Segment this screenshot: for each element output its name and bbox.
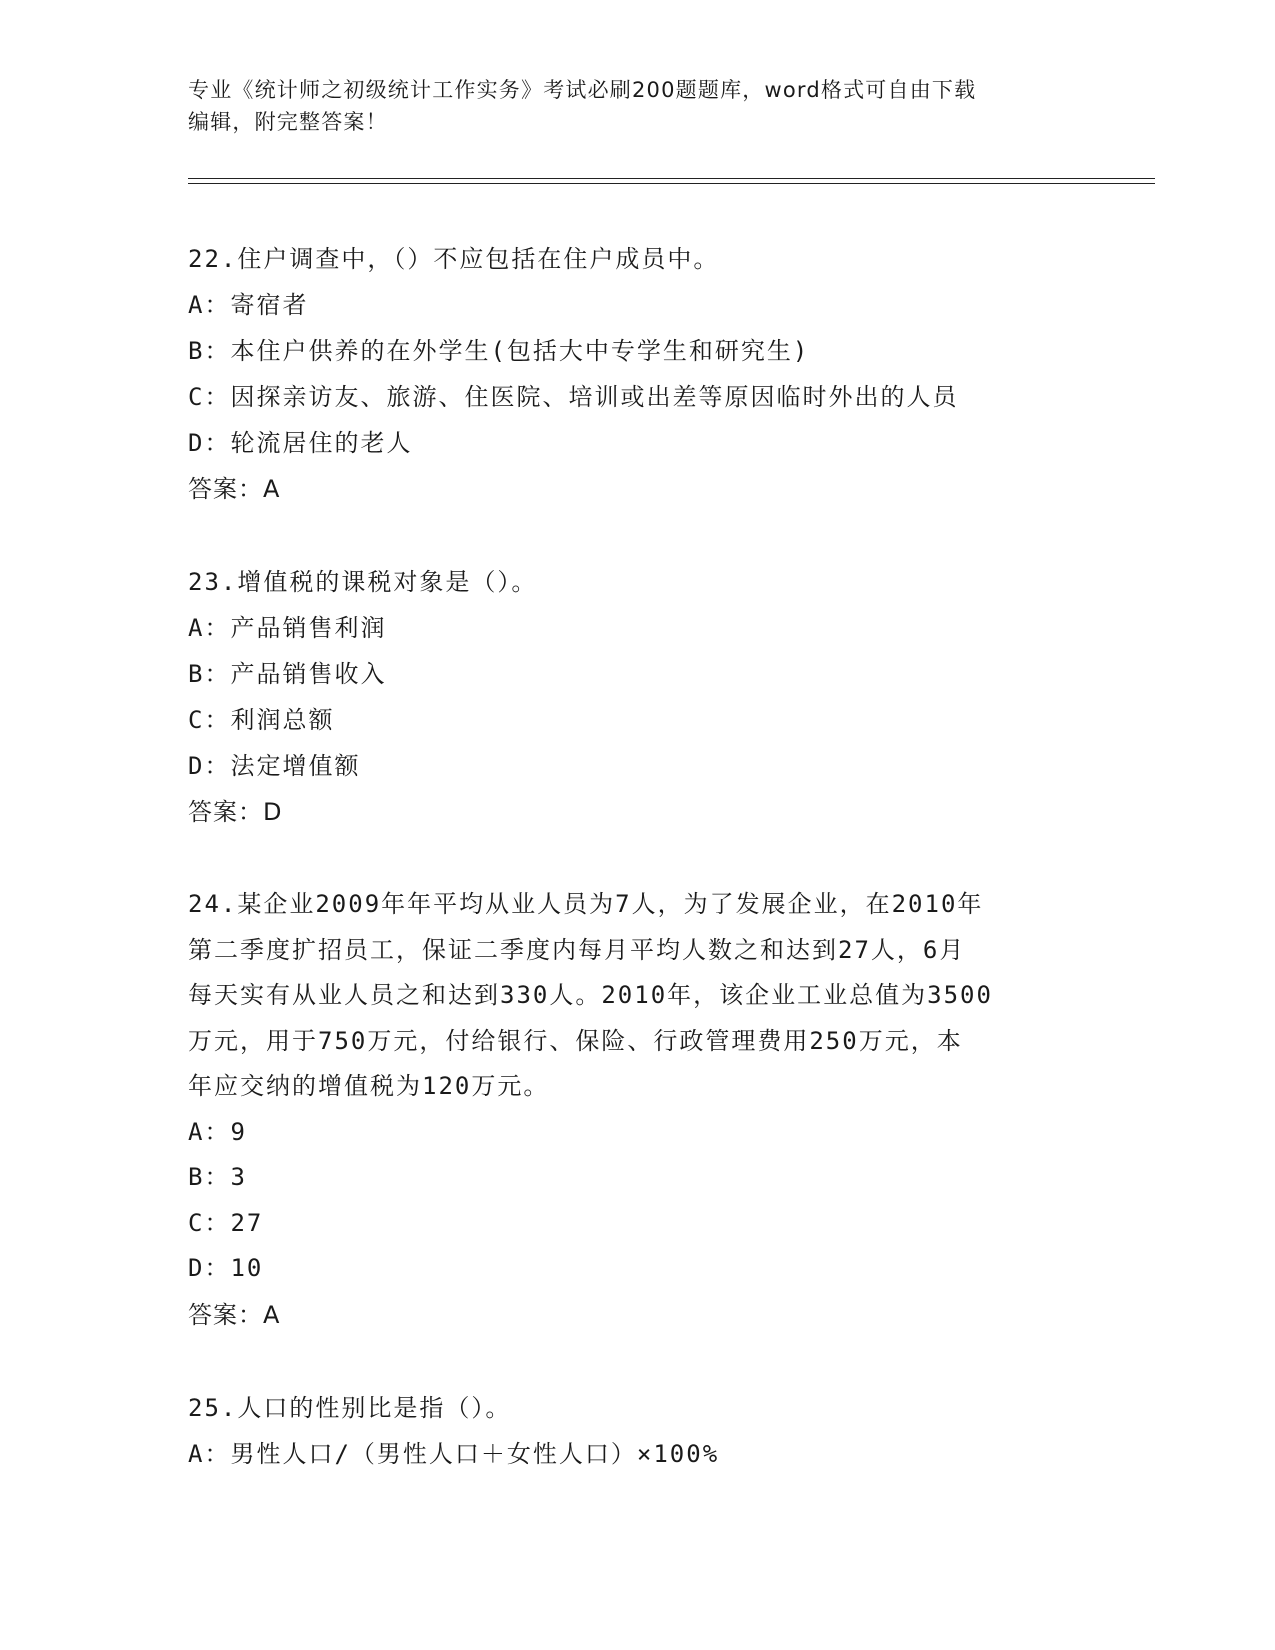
- answer-line: 答案：D: [188, 798, 283, 826]
- option-b: B：本住户供养的在外学生(包括大中专学生和研究生): [188, 337, 810, 365]
- option-a: A：男性人口/（男性人口＋女性人口）×100%: [188, 1439, 720, 1468]
- answer-line: 答案：A: [188, 1300, 281, 1329]
- question-stem: 25.人口的性别比是指（）。: [188, 1393, 512, 1422]
- option-b: B：3: [188, 1163, 247, 1191]
- option-d: D：法定增值额: [188, 752, 361, 780]
- question-list: [188, 236, 1078, 1524]
- question-22: [188, 236, 1078, 512]
- option-b: B：产品销售收入: [188, 660, 387, 688]
- question-25: [188, 1385, 1078, 1477]
- question-stem-line-5: 年应交纳的增值税为120万元。: [188, 1072, 550, 1100]
- option-d: D：10: [188, 1254, 264, 1282]
- answer-line: 答案：A: [188, 475, 281, 503]
- header-line-2: 编辑，附完整答案！: [188, 110, 388, 134]
- option-a: A：寄宿者: [188, 291, 309, 319]
- question-stem: 23.增值税的课税对象是（）。: [188, 568, 538, 596]
- question-stem-line-2: 第二季度扩招员工，保证二季度内每月平均人数之和达到27人，6月: [188, 935, 966, 964]
- option-c: C：因探亲访友、旅游、住医院、培训或出差等原因临时外出的人员: [188, 383, 959, 411]
- option-a: A：产品销售利润: [188, 614, 387, 642]
- question-23: [188, 559, 1078, 835]
- document-header: [188, 74, 1088, 138]
- option-c: C：27: [188, 1208, 264, 1237]
- question-stem-line-4: 万元，用于750万元，付给银行、保险、行政管理费用250万元，本: [188, 1026, 963, 1055]
- header-rule-top: [188, 178, 1155, 179]
- question-stem-line-3: 每天实有从业人员之和达到330人。2010年，该企业工业总值为3500: [188, 981, 993, 1009]
- header-line-1: 专业《统计师之初级统计工作实务》考试必刷200题题库，word格式可自由下载: [188, 78, 977, 102]
- question-stem: 22.住户调查中，（）不应包括在住户成员中。: [188, 245, 720, 273]
- option-d: D：轮流居住的老人: [188, 429, 413, 457]
- option-a: A：9: [188, 1117, 247, 1146]
- header-rule-bottom: [188, 183, 1155, 184]
- question-24: [188, 882, 1078, 1338]
- question-stem-line-1: 24.某企业2009年年平均从业人员为7人，为了发展企业，在2010年: [188, 890, 984, 918]
- option-c: C：利润总额: [188, 706, 335, 734]
